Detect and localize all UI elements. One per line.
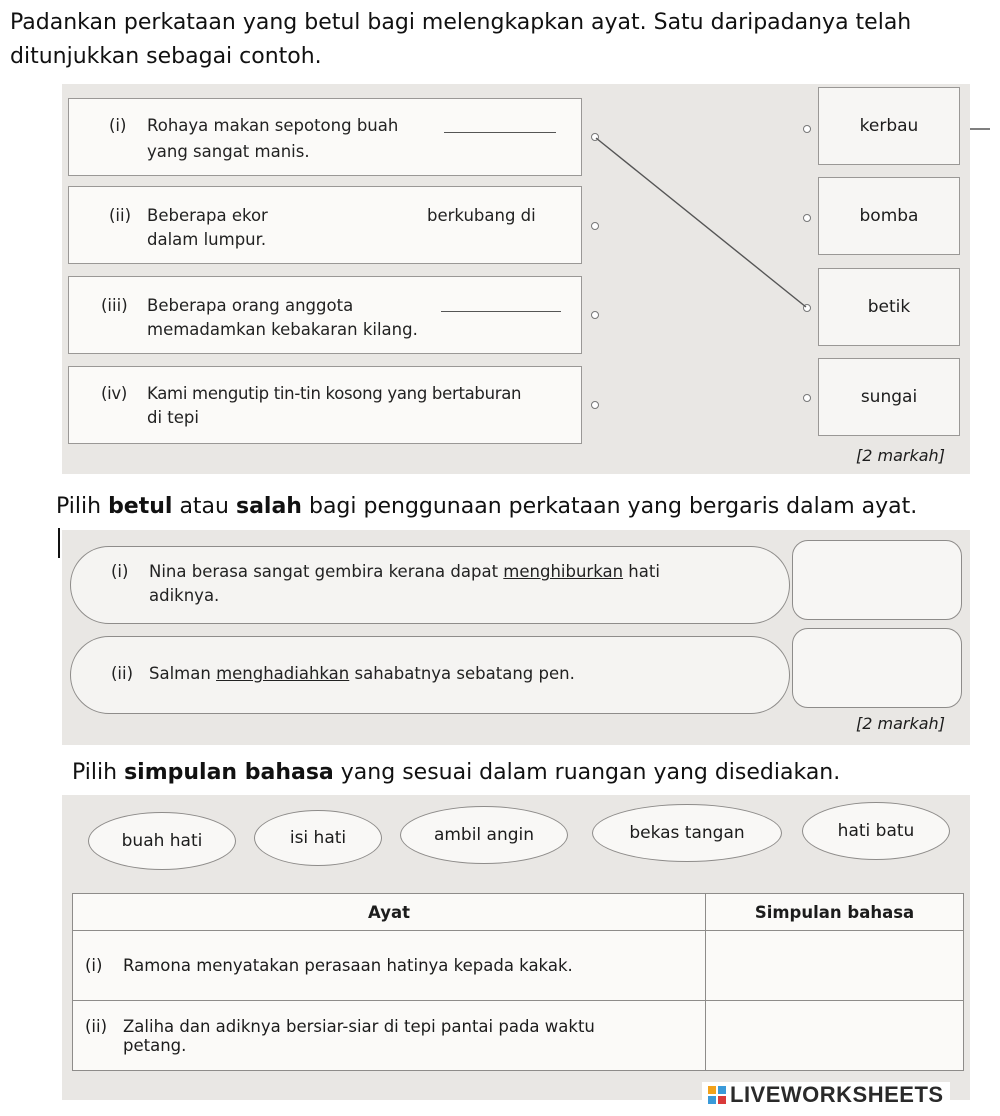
row-text: Ramona menyatakan perasaan hatinya kepada kakak. bbox=[123, 956, 573, 975]
instruction-c-bold: simpulan bahasa bbox=[124, 760, 334, 785]
table-cell-ayat bbox=[73, 1001, 706, 1071]
instruction-c-pre: Pilih bbox=[72, 760, 125, 785]
statement-underlined: menghadiahkan bbox=[216, 664, 350, 683]
statement-pre: Salman bbox=[149, 664, 217, 683]
sentence-text-line2: memadamkan kebakaran kilang. bbox=[147, 320, 418, 339]
statement-num: (ii) bbox=[111, 664, 134, 683]
word-box-bomba[interactable]: bomba bbox=[818, 177, 960, 255]
statement-1 bbox=[70, 546, 790, 624]
answer-cell-2[interactable] bbox=[706, 1001, 964, 1071]
statement-post: hati bbox=[623, 562, 660, 581]
instruction-b-bold-betul: betul bbox=[108, 494, 173, 519]
row-num: (i) bbox=[85, 956, 103, 975]
statement-pre: Nina berasa sangat gembira kerana dapat bbox=[149, 562, 504, 581]
row-text-line2: petang. bbox=[123, 1035, 187, 1055]
sentence-num: (i) bbox=[109, 116, 127, 135]
sentence-text-after: berkubang di bbox=[427, 206, 536, 225]
row-num: (ii) bbox=[85, 1016, 108, 1036]
simpulan-bahasa-table bbox=[72, 893, 964, 1071]
logo-text: LIVEWORKSHEETS bbox=[730, 1082, 944, 1107]
instruction-b-pre: Pilih bbox=[56, 494, 109, 519]
sentence-text-line2: dalam lumpur. bbox=[147, 230, 267, 249]
statement-underlined: menghiburkan bbox=[503, 562, 624, 581]
answer-box-2[interactable] bbox=[792, 628, 962, 708]
option-buah-hati[interactable]: buah hati bbox=[88, 812, 236, 870]
sentence-text: Beberapa ekor bbox=[147, 206, 268, 225]
column-header-ayat: Ayat bbox=[73, 894, 706, 931]
answer-box-1[interactable] bbox=[792, 540, 962, 620]
marks-a: [2 markah] bbox=[856, 446, 945, 465]
column-header-simpulan: Simpulan bahasa bbox=[706, 894, 964, 931]
statement-2 bbox=[70, 636, 790, 714]
instruction-b-mid: atau bbox=[172, 494, 236, 519]
instruction-b bbox=[56, 490, 927, 524]
table-row bbox=[73, 1001, 964, 1071]
sentence-text: Beberapa orang anggota bbox=[147, 296, 354, 315]
word-box-sungai[interactable]: sungai bbox=[818, 358, 960, 436]
instruction-b-post: bagi penggunaan perkataan yang bergaris dalam ayat. bbox=[301, 494, 918, 519]
sentence-text-line2: di tepi bbox=[147, 408, 199, 427]
option-bekas-tangan[interactable]: bekas tangan bbox=[592, 804, 782, 862]
word-box-kerbau[interactable]: kerbau bbox=[818, 87, 960, 165]
sentence-text: Kami mengutip tin-tin kosong yang bertaburan bbox=[147, 384, 522, 403]
statement-post: sahabatnya sebatang pen. bbox=[349, 664, 575, 683]
text-cursor bbox=[58, 528, 60, 558]
instruction-a: Padankan perkataan yang betul bagi melengkapkan ayat. Satu daripadanya telah ditunjukkan sebagai contoh. bbox=[10, 10, 912, 69]
sentence-text-line2: yang sangat manis. bbox=[147, 142, 310, 161]
word-box-betik[interactable]: betik bbox=[818, 268, 960, 346]
instruction-c bbox=[62, 756, 962, 790]
statement-line2: adiknya. bbox=[149, 586, 220, 605]
sentence-num: (ii) bbox=[109, 206, 132, 225]
logo-icon bbox=[708, 1086, 726, 1104]
table-row bbox=[73, 931, 964, 1001]
row-text: Zaliha dan adiknya bersiar-siar di tepi pantai pada waktu bbox=[123, 1016, 595, 1036]
sentence-num: (iv) bbox=[101, 384, 128, 403]
option-ambil-angin[interactable]: ambil angin bbox=[400, 806, 568, 864]
table-cell-ayat bbox=[73, 931, 706, 1001]
statement-num: (i) bbox=[111, 562, 129, 581]
liveworksheets-logo bbox=[702, 1082, 950, 1108]
option-isi-hati[interactable]: isi hati bbox=[254, 810, 382, 866]
sentence-num: (iii) bbox=[101, 296, 128, 315]
answer-cell-1[interactable] bbox=[706, 931, 964, 1001]
instruction-b-bold-salah: salah bbox=[235, 494, 302, 519]
sentence-text: Rohaya makan sepotong buah bbox=[147, 116, 399, 135]
table-header-row bbox=[73, 894, 964, 931]
instruction-c-post: yang sesuai dalam ruangan yang disediakan. bbox=[333, 760, 841, 785]
option-hati-batu[interactable]: hati batu bbox=[802, 802, 950, 860]
marks-b: [2 markah] bbox=[856, 714, 945, 733]
